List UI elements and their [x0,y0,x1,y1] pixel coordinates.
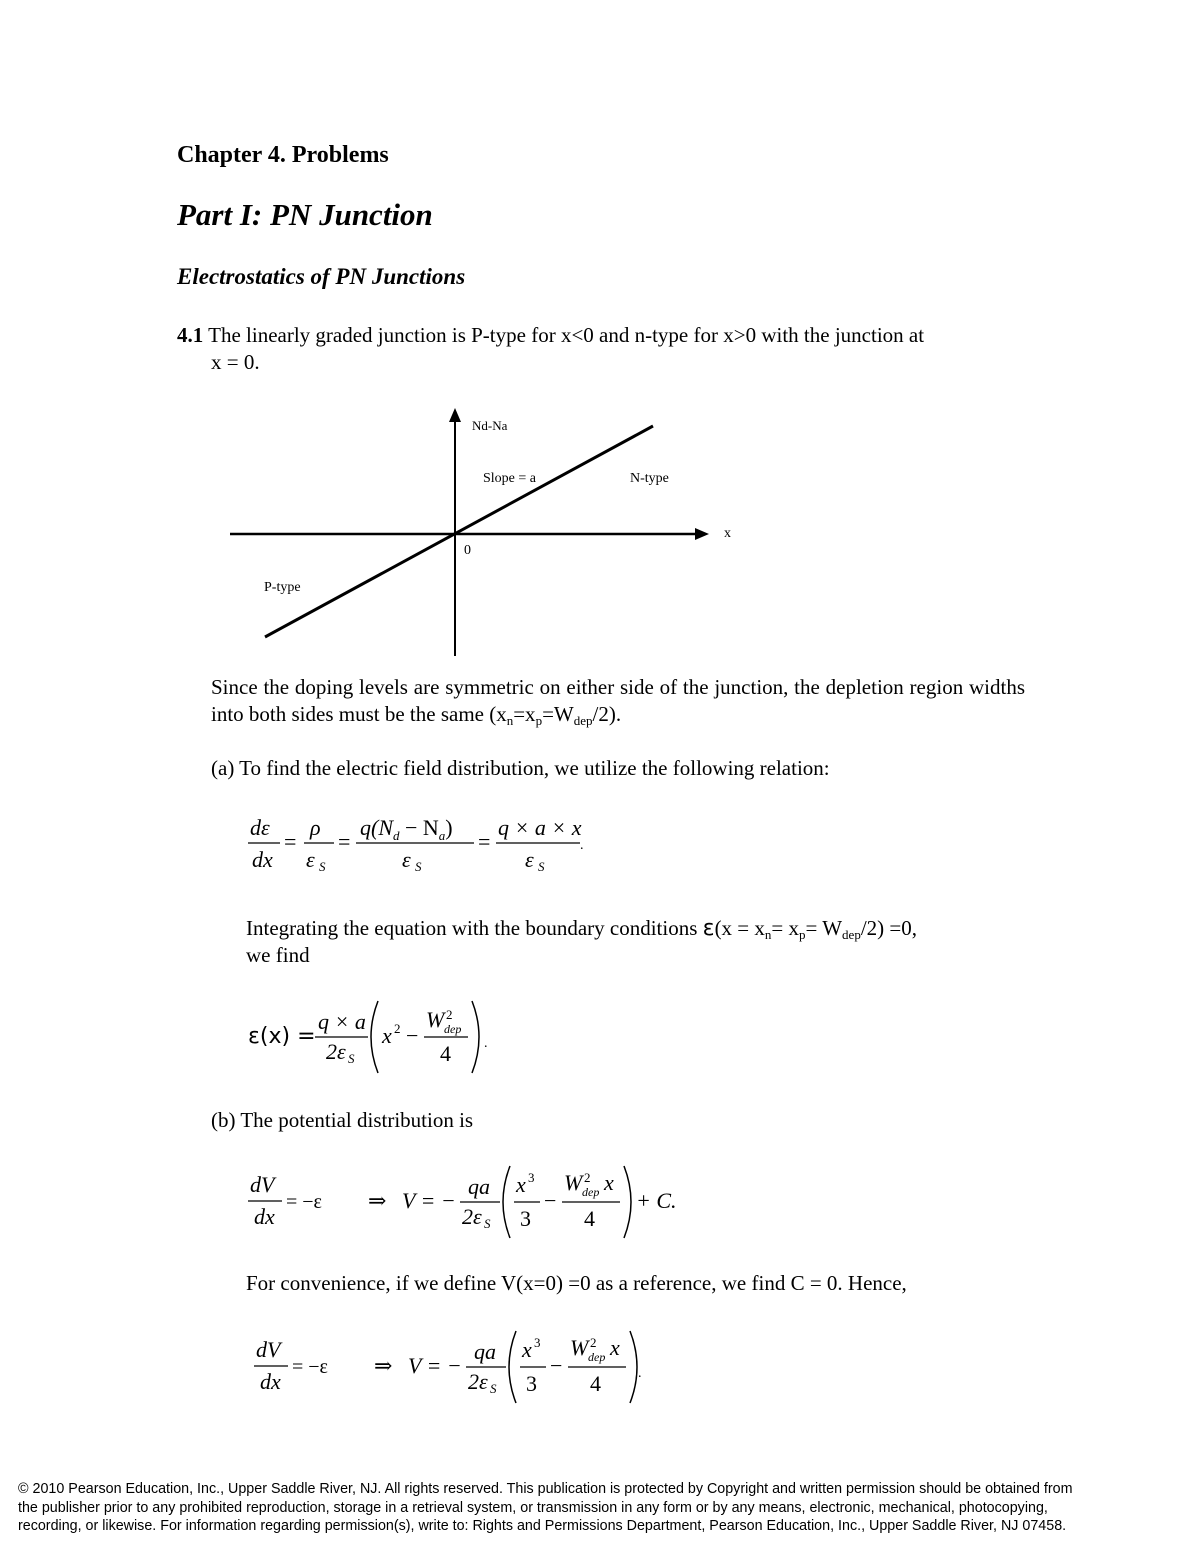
copyright-footer [18,1480,1188,1536]
svg-text:=: = [338,829,351,854]
part-a-text: (a) To find the electric field distribution, we utilize the following relation: [211,756,830,780]
svg-text:4: 4 [590,1371,601,1396]
svg-text:2ε: 2ε [326,1039,346,1064]
origin-label: 0 [464,543,471,558]
svg-text:W: W [426,1007,445,1032]
svg-text:ρ: ρ [310,815,321,840]
svg-text:V = −: V = − [402,1188,456,1213]
part-b-text: (b) The potential distribution is [211,1108,474,1132]
equation-field-relation [240,805,620,885]
svg-text:S: S [490,1381,497,1396]
svg-text:4: 4 [440,1041,451,1066]
svg-text:dx: dx [252,847,273,872]
n-type-label: N-type [630,471,669,486]
svg-text:x: x [604,1170,614,1195]
footer-line2: the publisher prior to any prohibited reproduction, storage in a retrieval system, or transmission in any form or by any means, electronic, mechanical, photocopying, [18,1499,1048,1516]
svg-text:= −ε: = −ε [286,1191,322,1213]
part-title: Part I: PN Junction [177,197,433,232]
equation-potential-general [240,1160,700,1245]
svg-text:4: 4 [584,1206,595,1231]
svg-text:dx: dx [260,1369,281,1394]
svg-text:x: x [610,1335,620,1360]
svg-text:q × a × x: q × a × x [498,815,582,840]
svg-text:−: − [406,1023,419,1048]
svg-text:W: W [570,1335,589,1360]
problem-number: 4.1 [177,323,204,347]
p-type-label: P-type [264,580,301,595]
integrating-paragraph: Integrating the equation with the boundary conditions $\varepsilon(x = x_n= x_p= W_{dep}/2) =0$, we find [246,916,917,967]
footer-line3: recording, or likewise. For information regarding permission(s), write to: Rights and Permissions Department, Pearson Education, Inc., Upper Saddle River, NJ 07458. [18,1518,1067,1534]
svg-text:S: S [415,859,422,874]
svg-text:S: S [484,1216,491,1231]
svg-text:2ε: 2ε [468,1369,488,1394]
svg-text:.: . [484,1036,488,1051]
svg-text:dx: dx [254,1204,275,1229]
svg-text:x: x [382,1023,392,1048]
svg-text:dε: dε [250,815,270,840]
svg-text:ε: ε [525,847,534,872]
svg-text:= −ε: = −ε [292,1356,328,1378]
equation-potential-final [246,1325,686,1410]
svg-text:W: W [564,1170,583,1195]
svg-text:3: 3 [520,1206,531,1231]
svg-text:dV: dV [250,1172,275,1197]
svg-text:3: 3 [534,1335,541,1350]
svg-text:3: 3 [528,1170,535,1185]
svg-text:2: 2 [590,1335,597,1350]
svg-text:3: 3 [526,1371,537,1396]
svg-text:−: − [544,1188,557,1213]
slope-label: Slope = a [483,471,536,486]
svg-text:⇒: ⇒ [374,1353,393,1378]
svg-text:2: 2 [584,1170,591,1185]
chapter-title: Chapter 4. Problems [177,142,389,168]
svg-text:V = −: V = − [408,1353,462,1378]
equation-field-solution [240,995,520,1080]
svg-text:S: S [319,859,326,874]
svg-text:2: 2 [394,1021,401,1036]
section-title: Electrostatics of PN Junctions [177,264,466,289]
svg-text:qa: qa [474,1339,496,1364]
svg-text:=: = [284,829,297,854]
svg-text:q(Nd − Na): $q(N_d - N_a)$ [360,815,453,843]
svg-text:ε: ε [402,847,411,872]
svg-text:dV: dV [256,1337,281,1362]
svg-text:+ C.: + C. [636,1188,677,1213]
x-axis-label: x [724,526,731,541]
x-axis-arrow-icon [695,528,709,540]
svg-text:ε: ε [306,847,315,872]
footer-line1: © 2010 Pearson Education, Inc., Upper Saddle River, NJ. All rights reserved. This publication is protected by Copyright and written permission should be obtained from [18,1481,1073,1497]
svg-text:dep: dep [582,1185,600,1199]
svg-text:−: − [550,1353,563,1378]
svg-text:q × a: q × a [318,1009,366,1034]
doping-line [265,426,653,637]
convenience-text: For convenience, if we define V(x=0) =0 as a reference, we find C = 0. Hence, [246,1271,907,1295]
svg-text:2ε: 2ε [462,1204,482,1229]
svg-text:S: S [538,859,545,874]
doping-profile-figure [0,0,1200,680]
svg-text:ε(x) =: ε(x) = [248,1024,316,1049]
svg-text:.: . [638,1366,642,1381]
svg-text:S: S [348,1051,355,1066]
symmetry-paragraph: Since the doping levels are symmetric on either side of the junction, the depletion region widths into both sides must be the same $(x_n=x_p=W_{dep}/2)$. [211,675,1025,728]
svg-text:qa: qa [468,1174,490,1199]
svg-text:dep: dep [588,1350,606,1364]
y-axis-label: Nd-Na [472,418,508,433]
svg-text:x: x [522,1337,532,1362]
svg-text:x: x [516,1172,526,1197]
problem-text-line1: The linearly graded junction is P-type for x<0 and n-type for x>0 with the junction at [208,323,925,347]
svg-text:2: 2 [446,1007,453,1022]
svg-text:=: = [478,829,491,854]
problem-text-line2: x = 0. [211,350,260,374]
svg-text:.: . [580,838,584,853]
svg-text:dep: dep [444,1022,462,1036]
y-axis-arrow-icon [449,408,461,422]
svg-text:⇒: ⇒ [368,1188,387,1213]
